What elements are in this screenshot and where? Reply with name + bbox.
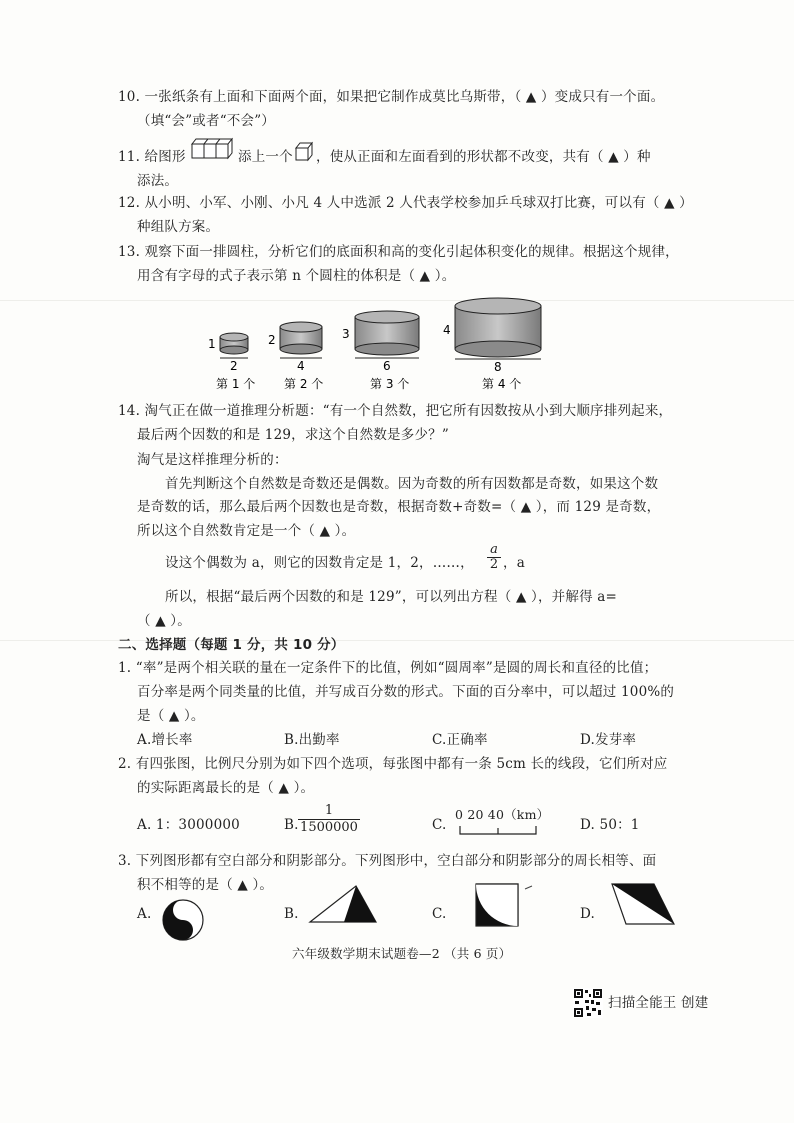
- c3-option-d-label: D.: [580, 906, 596, 922]
- c2-option-d: D. 50：1: [580, 817, 640, 833]
- cylinder-1-height: 1: [208, 337, 216, 351]
- c2-option-a: A. 1：3000000: [137, 817, 240, 833]
- q14-line7-suffix: ，a: [503, 555, 525, 571]
- qr-code-icon: [573, 988, 603, 1018]
- c2-option-b-fraction: [298, 803, 360, 836]
- q11-line2: 添法。: [137, 173, 179, 189]
- page-footer: 六年级数学期末试题卷—2 （共 6 页）: [292, 946, 512, 961]
- c1-option-a: A.增长率: [137, 732, 193, 748]
- q14-line7-prefix: 设这个偶数为 a，则它的因数肯定是 1，2，……，: [165, 555, 474, 571]
- fraction-numerator: 1: [324, 803, 334, 818]
- c1-line2: 百分率是两个同类量的比值，并写成百分数的形式。下面的百分率中，可以超过 100%的: [137, 684, 675, 700]
- c1-option-b: B.出勤率: [284, 732, 340, 748]
- q14-line4: 首先判断这个自然数是奇数还是偶数。因为奇数的所有因数都是奇数，如果这个数: [165, 476, 659, 492]
- c1-line1: 1. “率”是两个相关联的量在一定条件下的比值，例如“圆周率”是圆的周长和直径的比值；: [118, 660, 658, 676]
- c3-option-b-label: B.: [284, 906, 299, 922]
- q12-line2: 种组队方案。: [137, 219, 220, 235]
- q13-line2: 用含有字母的式子表示第 n 个圆柱的体积是（ ▲ ）。: [137, 268, 456, 284]
- c1-option-d: D.发芽率: [580, 732, 637, 748]
- c3-option-a-label: A.: [137, 906, 152, 922]
- cylinder-1-diameter: 2: [230, 359, 238, 373]
- c3-option-c-label: C.: [432, 906, 447, 922]
- q13-line1: 13. 观察下面一排圆柱，分析它们的底面积和高的变化引起体积变化的规律。根据这个规律，: [118, 244, 679, 260]
- cylinder-4-caption: 第 4 个: [482, 377, 522, 391]
- cylinder-3-height: 3: [342, 327, 350, 341]
- q14-line1: 14. 淘气正在做一道推理分析题：“有一个自然数，把它所有因数按从小到大顺序排列起来，: [118, 403, 673, 419]
- watermark-text: 扫描全能王 创建: [608, 995, 709, 1011]
- cylinder-1-caption: 第 1 个: [216, 377, 256, 391]
- fraction-a-over-2: [487, 543, 501, 572]
- square-quarter-circle-icon: [474, 882, 520, 928]
- c3-line2: 积不相等的是（ ▲ ）。: [137, 877, 274, 893]
- cylinder-2-caption: 第 2 个: [284, 377, 324, 391]
- cylinder-3-caption: 第 3 个: [370, 377, 410, 391]
- q14-line8: 所以，根据“最后两个因数的和是 129”，可以列出方程（ ▲ ），并解得 a=: [165, 589, 618, 605]
- q11-prefix: 11. 给图形: [118, 149, 186, 165]
- fraction-denominator: 2: [487, 557, 501, 572]
- trapezoid-shaded-icon: [610, 882, 676, 926]
- q14-line3: 淘气是这样推理分析的：: [137, 452, 288, 468]
- section-heading: 二、选择题（每题 1 分，共 10 分）: [118, 637, 345, 653]
- c2-line1: 2. 有四张图，比例尺分别为如下四个选项，每张图中都有一条 5cm 长的线段，它们所对应: [118, 756, 668, 772]
- cylinder-2: [268, 322, 323, 391]
- c2-option-c-scale-labels: 0 20 40（km）: [455, 807, 550, 822]
- scale-bar: [458, 824, 538, 836]
- three-cubes-icon: [190, 136, 236, 162]
- q14-line6: 所以这个自然数肯定是一个（ ▲ ）。: [137, 523, 356, 539]
- cylinder-1: [208, 333, 255, 391]
- single-cube-icon: [294, 141, 314, 161]
- q11-mid: 添上一个: [238, 149, 293, 165]
- c2-option-c-label: C.: [432, 817, 447, 833]
- triangle-shaded-icon: [308, 884, 378, 924]
- cylinder-3-diameter: 6: [383, 359, 391, 373]
- c1-line3: 是（ ▲ ）。: [137, 708, 205, 724]
- cylinders-figure: [200, 292, 560, 392]
- c2-option-b-label: B.: [284, 817, 299, 833]
- scan-mark: [524, 884, 534, 892]
- q14-line5: 是奇数的话，那么最后两个因数也是奇数，根据奇数+奇数=（ ▲ ），而 129 是奇数，: [137, 499, 661, 515]
- q14-line2: 最后两个因数的和是 129，求这个自然数是多少？”: [137, 427, 449, 443]
- cylinder-2-diameter: 4: [297, 359, 305, 373]
- q14-line9: （ ▲ ）。: [137, 613, 191, 629]
- cylinder-2-height: 2: [268, 333, 276, 347]
- cylinder-3: [342, 311, 419, 391]
- q10-line1: 10. 一张纸条有上面和下面两个面，如果把它制作成莫比乌斯带，（ ▲ ）变成只有一个面。: [118, 89, 665, 105]
- c1-option-c: C.正确率: [432, 732, 488, 748]
- cylinder-4-height: 4: [443, 323, 451, 337]
- q12-line1: 12. 从小明、小军、小刚、小凡 4 人中选派 2 人代表学校参加乒乓球双打比赛，可以有（ ▲ ）: [118, 195, 693, 211]
- q10-line2: （填“会”或者“不会”）: [137, 113, 276, 129]
- fraction-denominator: 1500000: [298, 819, 360, 836]
- cylinder-4-diameter: 8: [494, 360, 502, 374]
- c3-line1: 3. 下列图形都有空白部分和阴影部分。下列图形中，空白部分和阴影部分的周长相等、面: [118, 853, 657, 869]
- cylinder-4: [443, 298, 541, 391]
- c2-line2: 的实际距离最长的是（ ▲ ）。: [137, 780, 315, 796]
- fraction-numerator: a: [490, 542, 498, 557]
- q11-suffix: ，使从正面和左面看到的形状都不改变，共有（ ▲ ）种: [316, 149, 651, 165]
- yin-yang-icon: [162, 899, 204, 941]
